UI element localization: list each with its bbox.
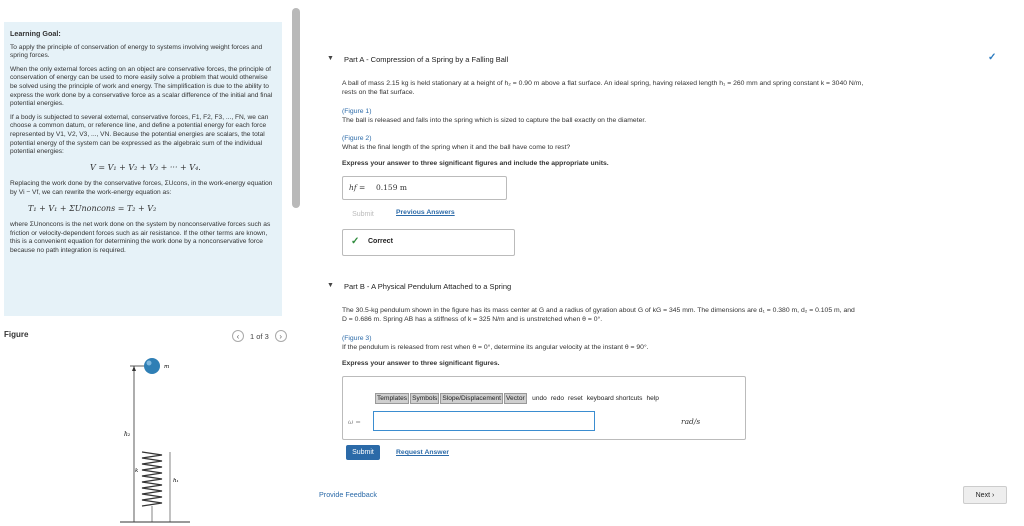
part-a-question: What is the final length of the spring when it and the ball have come to rest? xyxy=(342,144,571,151)
work-energy-equation: T₁ + V₁ + ΣUnoncons = T₂ + V₂ xyxy=(28,203,157,213)
request-answer-link[interactable]: Request Answer xyxy=(396,449,450,456)
learning-goal-title: Learning Goal: xyxy=(10,29,61,38)
part-a-answer-box[interactable] xyxy=(342,176,507,200)
part-b-title[interactable]: Part B - A Physical Pendulum Attached to a Spring xyxy=(344,282,512,291)
part-b-problem: The 30.5-kg pendulum shown in the figure has its mass center at G and a radius of gyration about G of kG = 345 mm. The dimensions are d₁ = 0.380 m, d₂ = 0.105 m, and xyxy=(342,307,855,314)
learning-goal-para1: When the only external forces acting on an object are conservative forces, the principle of conservation of energy can be used to more easily solve a problem that would otherwise be solved using the principle of work and energy. The simplification is due to the ability to express the work done by a conservative force as a scalar difference of the initial and final potential energies. xyxy=(10,65,273,108)
part-a-title[interactable]: Part A - Compression of a Spring by a Falling Ball xyxy=(344,55,509,64)
left-panel-scrollbar[interactable] xyxy=(292,8,300,208)
part-a-submit-button[interactable]: Submit xyxy=(352,210,374,218)
learning-goal-intro: To apply the principle of conservation of energy to systems involving weight forces and spring forces. xyxy=(10,43,263,60)
part-b-submit-button[interactable]: Submit xyxy=(346,445,380,460)
correct-feedback-box xyxy=(342,229,515,256)
figure-navigation xyxy=(232,330,287,342)
h2-label: h₂ xyxy=(124,431,131,438)
keyboard-shortcuts-button[interactable]: keyboard shortcuts xyxy=(586,395,643,402)
part-a-problem: A ball of mass 2.15 kg is held stationary at a height of h₂ = 0.90 m above a flat surface. An ideal spring, having relaxed length h₁ = 260 mm and spring constant k = 3040 N/m, xyxy=(342,80,864,87)
undo-button[interactable]: undo xyxy=(532,395,547,402)
help-button[interactable]: help xyxy=(646,395,659,402)
figure-diagram xyxy=(110,352,230,526)
figure-counter: 1 of 3 xyxy=(250,331,269,341)
figure-label: Figure xyxy=(4,330,29,339)
spring xyxy=(142,452,162,506)
chevron-right-icon: › xyxy=(992,491,995,499)
learning-goal-para3: Replacing the work done by the conservative forces, ΣUcons, in the work-energy equation by Vi − Vf, we can rewrite the work-energy equation as: xyxy=(10,180,273,196)
learning-goal-panel xyxy=(4,22,282,316)
previous-answers-link[interactable]: Previous Answers xyxy=(396,209,455,216)
part-a-problem-cont: rests on the flat surface. xyxy=(342,89,415,96)
part-a-collapse-icon[interactable]: ▼ xyxy=(327,55,334,62)
math-toolbar xyxy=(375,387,663,405)
templates-button[interactable]: Templates xyxy=(377,395,408,402)
part-b-answer-editor xyxy=(342,376,746,440)
part-a-answer-value: 0.159 m xyxy=(376,183,407,192)
chevron-right-icon[interactable]: › xyxy=(275,330,287,342)
part-b-instruction: Express your answer to three significant figures. xyxy=(342,360,500,367)
potential-energy-equation: V = V₁ + V₂ + V₃ + ··· + V₄. xyxy=(90,162,201,172)
correct-check-icon: ✓ xyxy=(351,236,360,247)
provide-feedback-link[interactable]: Provide Feedback xyxy=(319,490,377,499)
omega-label: ω = xyxy=(348,418,361,426)
part-a-instruction: Express your answer to three significant figures and include the appropriate units. xyxy=(342,160,609,167)
figure-3-link[interactable]: (Figure 3) xyxy=(342,335,372,342)
chevron-left-icon[interactable]: ‹ xyxy=(232,330,244,342)
learning-goal-para4: where ΣUnoncons is the net work done on the system by nonconservative forces such as friction or velocity-dependent forces such as air resistance. If the other terms are known, this is a convenient equation for determining the work done by a nonconservative force because no path integration is required. xyxy=(10,221,271,254)
figure-2-link[interactable]: (Figure 2) xyxy=(342,135,372,142)
check-icon: ✓ xyxy=(988,52,997,63)
figure-1-link[interactable]: (Figure 1) xyxy=(342,108,372,115)
correct-label: Correct xyxy=(368,238,393,245)
part-b-collapse-icon[interactable]: ▼ xyxy=(327,282,334,289)
omega-input[interactable] xyxy=(373,411,595,431)
part-b-question: If the pendulum is released from rest when θ = 0°, determine its angular velocity at the instant θ = 90°. xyxy=(342,344,649,351)
right-pane xyxy=(300,0,1024,526)
next-label: Next xyxy=(975,491,991,499)
slope-displacement-button[interactable]: Slope/Displacement xyxy=(442,395,502,402)
part-a-release-text: The ball is released and falls into the spring which is sized to capture the ball exactly on the diameter. xyxy=(342,117,647,124)
learning-goal-para2: If a body is subjected to several external, conservative forces, F1, F2, F3, ..., FN, we can choose a common datum, or reference line, and define a potential energy for each force represented by V1, V2, V3, ..., VN. Because the potential energies are scalars, the total potential energy of the system can be expressed as the algebraic sum of the individual potential energies: xyxy=(10,113,269,156)
k-label: k xyxy=(135,468,139,474)
units-label: rad/s xyxy=(681,417,701,426)
part-b-problem-cont: D = 0.686 m. Spring AB has a stiffness of k = 325 N/m and is unstretched when θ = 0°. xyxy=(342,316,603,323)
symbols-button[interactable]: Symbols xyxy=(412,395,438,402)
part-a-answer-label: hf = xyxy=(349,183,366,192)
ball xyxy=(144,358,160,374)
h1-label: h₁ xyxy=(173,478,179,484)
redo-button[interactable]: redo xyxy=(550,395,565,402)
mass-label: m xyxy=(164,364,170,370)
vector-button[interactable]: Vector xyxy=(506,395,525,402)
reset-button[interactable]: reset xyxy=(568,395,583,402)
next-button[interactable] xyxy=(963,486,1007,504)
